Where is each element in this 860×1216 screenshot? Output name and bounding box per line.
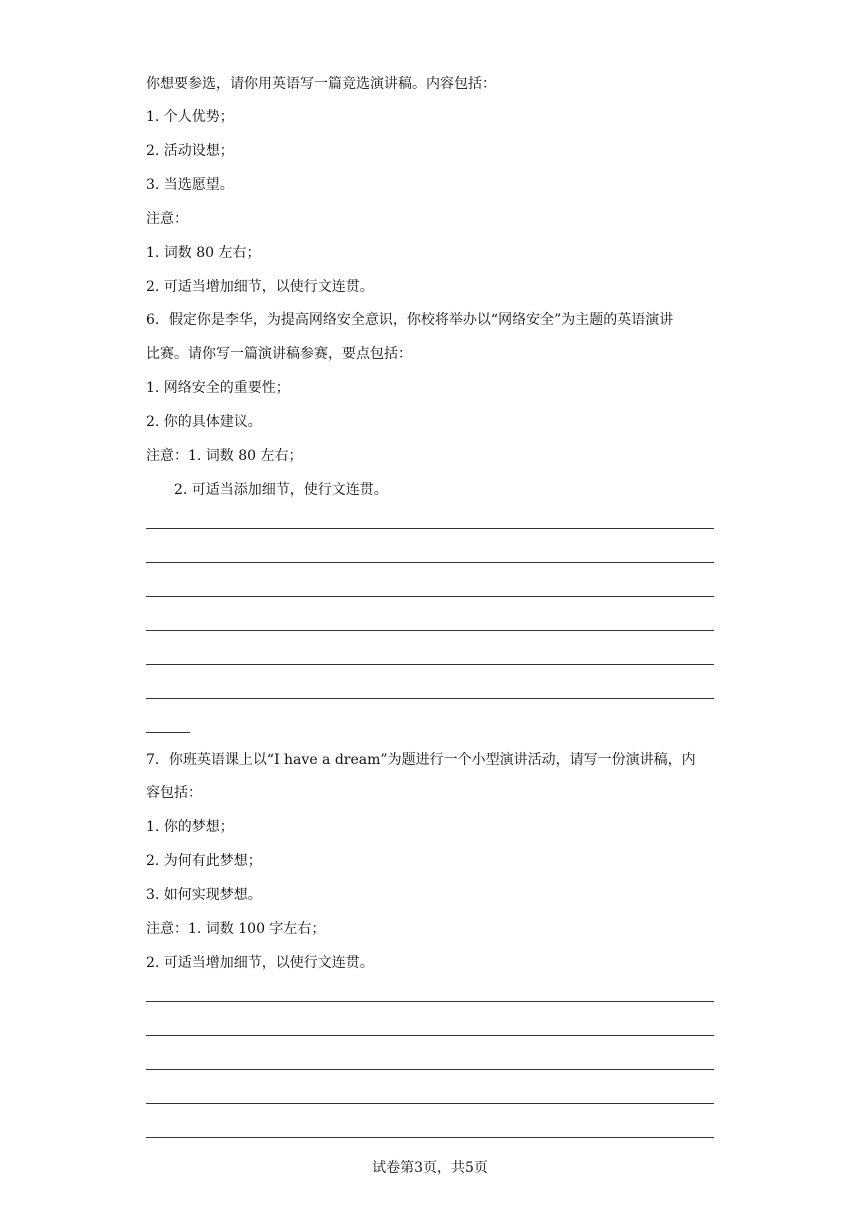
answer-line[interactable] [146, 1035, 714, 1036]
content-item-2: 2. 活动设想； [146, 143, 234, 159]
content-item-3: 3. 当选愿望。 [146, 177, 234, 193]
answer-line[interactable] [146, 664, 714, 665]
answer-line[interactable] [146, 596, 714, 597]
question-6-point-2: 2. 你的具体建议。 [146, 414, 262, 430]
answer-line[interactable] [146, 528, 714, 529]
answer-line[interactable] [146, 1103, 714, 1104]
note-label: 注意： [146, 211, 188, 227]
answer-line-end[interactable] [146, 732, 190, 733]
question-6-point-1: 1. 网络安全的重要性； [146, 380, 290, 396]
question-7-prompt-cont: 容包括： [146, 785, 202, 801]
question-6-prompt-cont: 比赛。请你写一篇演讲稿参赛，要点包括： [146, 346, 412, 362]
question-7-note-1: 注意：1. 词数 100 字左右； [146, 921, 326, 937]
note-item-2: 2. 可适当增加细节，以使行文连贯。 [146, 279, 374, 295]
answer-line[interactable] [146, 1001, 714, 1002]
answer-line[interactable] [146, 630, 714, 631]
question-6-note-1: 注意：1. 词数 80 左右； [146, 448, 303, 464]
question-7-point-3: 3. 如何实现梦想。 [146, 887, 262, 903]
question-6-note-2: 2. 可适当添加细节，使行文连贯。 [174, 482, 388, 498]
question-7-point-1: 1. 你的梦想； [146, 819, 234, 835]
content-item-1: 1. 个人优势； [146, 109, 234, 125]
question-7-prompt: 7．你班英语课上以“I have a dream”为题进行一个小型演讲活动，请写一份演讲稿，内 [146, 752, 696, 768]
question-6-prompt: 6．假定你是李华，为提高网络安全意识，你校将举办以“网络安全”为主题的英语演讲 [146, 312, 674, 328]
answer-line[interactable] [146, 562, 714, 563]
answer-line[interactable] [146, 698, 714, 699]
note-item-1: 1. 词数 80 左右； [146, 245, 261, 261]
answer-line[interactable] [146, 1137, 714, 1138]
question-7-note-2: 2. 可适当增加细节，以使行文连贯。 [146, 955, 374, 971]
answer-line[interactable] [146, 1069, 714, 1070]
page-footer: 试卷第3页，共5页 [372, 1160, 488, 1176]
question-7-point-2: 2. 为何有此梦想； [146, 853, 262, 869]
intro-text: 你想要参选，请你用英语写一篇竞选演讲稿。内容包括： [146, 76, 496, 92]
